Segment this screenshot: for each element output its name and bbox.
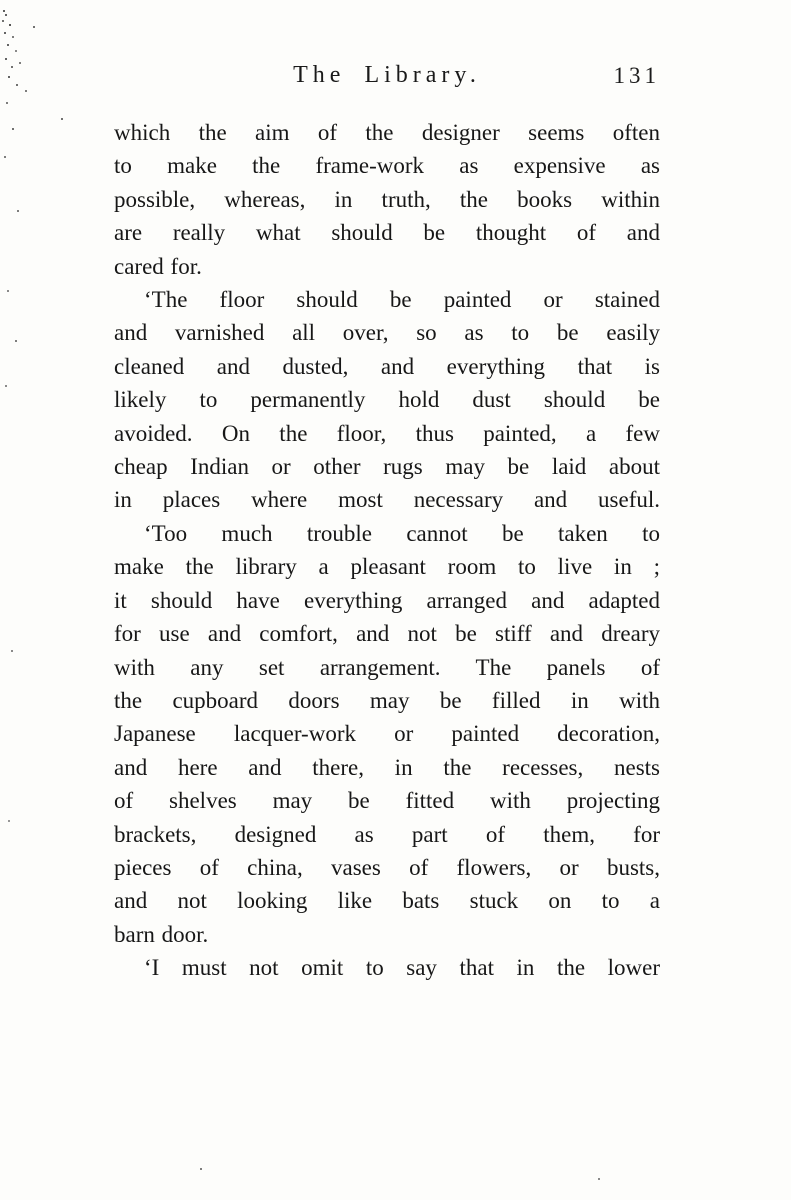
text-line: cared for. — [114, 253, 202, 279]
page-number: 131 — [613, 63, 660, 88]
text-line: to make the frame-work as expensive as — [114, 153, 660, 179]
scan-noise-speckles — [3, 10, 5, 12]
text-line: pieces of china, vases of flowers, or busts, — [114, 854, 660, 880]
text-line: brackets, designed as part of them, for — [114, 821, 660, 847]
paragraph — [114, 951, 660, 984]
text-line: and not looking like bats stuck on to a — [114, 888, 660, 914]
text-line: cheap Indian or other rugs may be laid about — [114, 454, 660, 480]
text-line: ‘The floor should be painted or stained — [144, 287, 660, 313]
text-line: ‘Too much trouble cannot be taken to — [144, 520, 660, 546]
running-header — [114, 62, 660, 92]
text-line: ‘I must not omit to say that in the lower — [144, 955, 660, 981]
text-line: for use and comfort, and not be stiff and dreary — [114, 621, 660, 647]
text-line: and varnished all over, so as to be easily — [114, 320, 660, 346]
text-line: which the aim of the designer seems often — [114, 120, 660, 145]
text-block — [114, 116, 660, 985]
text-line: are really what should be thought of and — [114, 220, 660, 246]
text-line: make the library a pleasant room to live in ; — [114, 554, 660, 580]
paragraph — [114, 517, 660, 951]
paragraph — [114, 283, 660, 517]
text-line: with any set arrangement. The panels of — [114, 654, 660, 680]
text-line: avoided. On the floor, thus painted, a few — [114, 420, 660, 446]
text-line: of shelves may be fitted with projecting — [114, 788, 660, 814]
text-line: it should have everything arranged and adapted — [114, 587, 660, 613]
text-line: likely to permanently hold dust should be — [114, 387, 660, 413]
text-line: possible, whereas, in truth, the books within — [114, 186, 660, 212]
text-line: the cupboard doors may be filled in with — [114, 687, 660, 713]
text-line: in places where most necessary and useful. — [114, 487, 660, 513]
text-line: barn door. — [114, 921, 209, 947]
page-title: The Library. — [293, 62, 481, 88]
text-line: cleaned and dusted, and everything that is — [114, 353, 660, 379]
text-line: Japanese lacquer-work or painted decoration, — [114, 721, 660, 747]
text-line: and here and there, in the recesses, nests — [114, 754, 660, 780]
paragraph — [114, 116, 660, 283]
